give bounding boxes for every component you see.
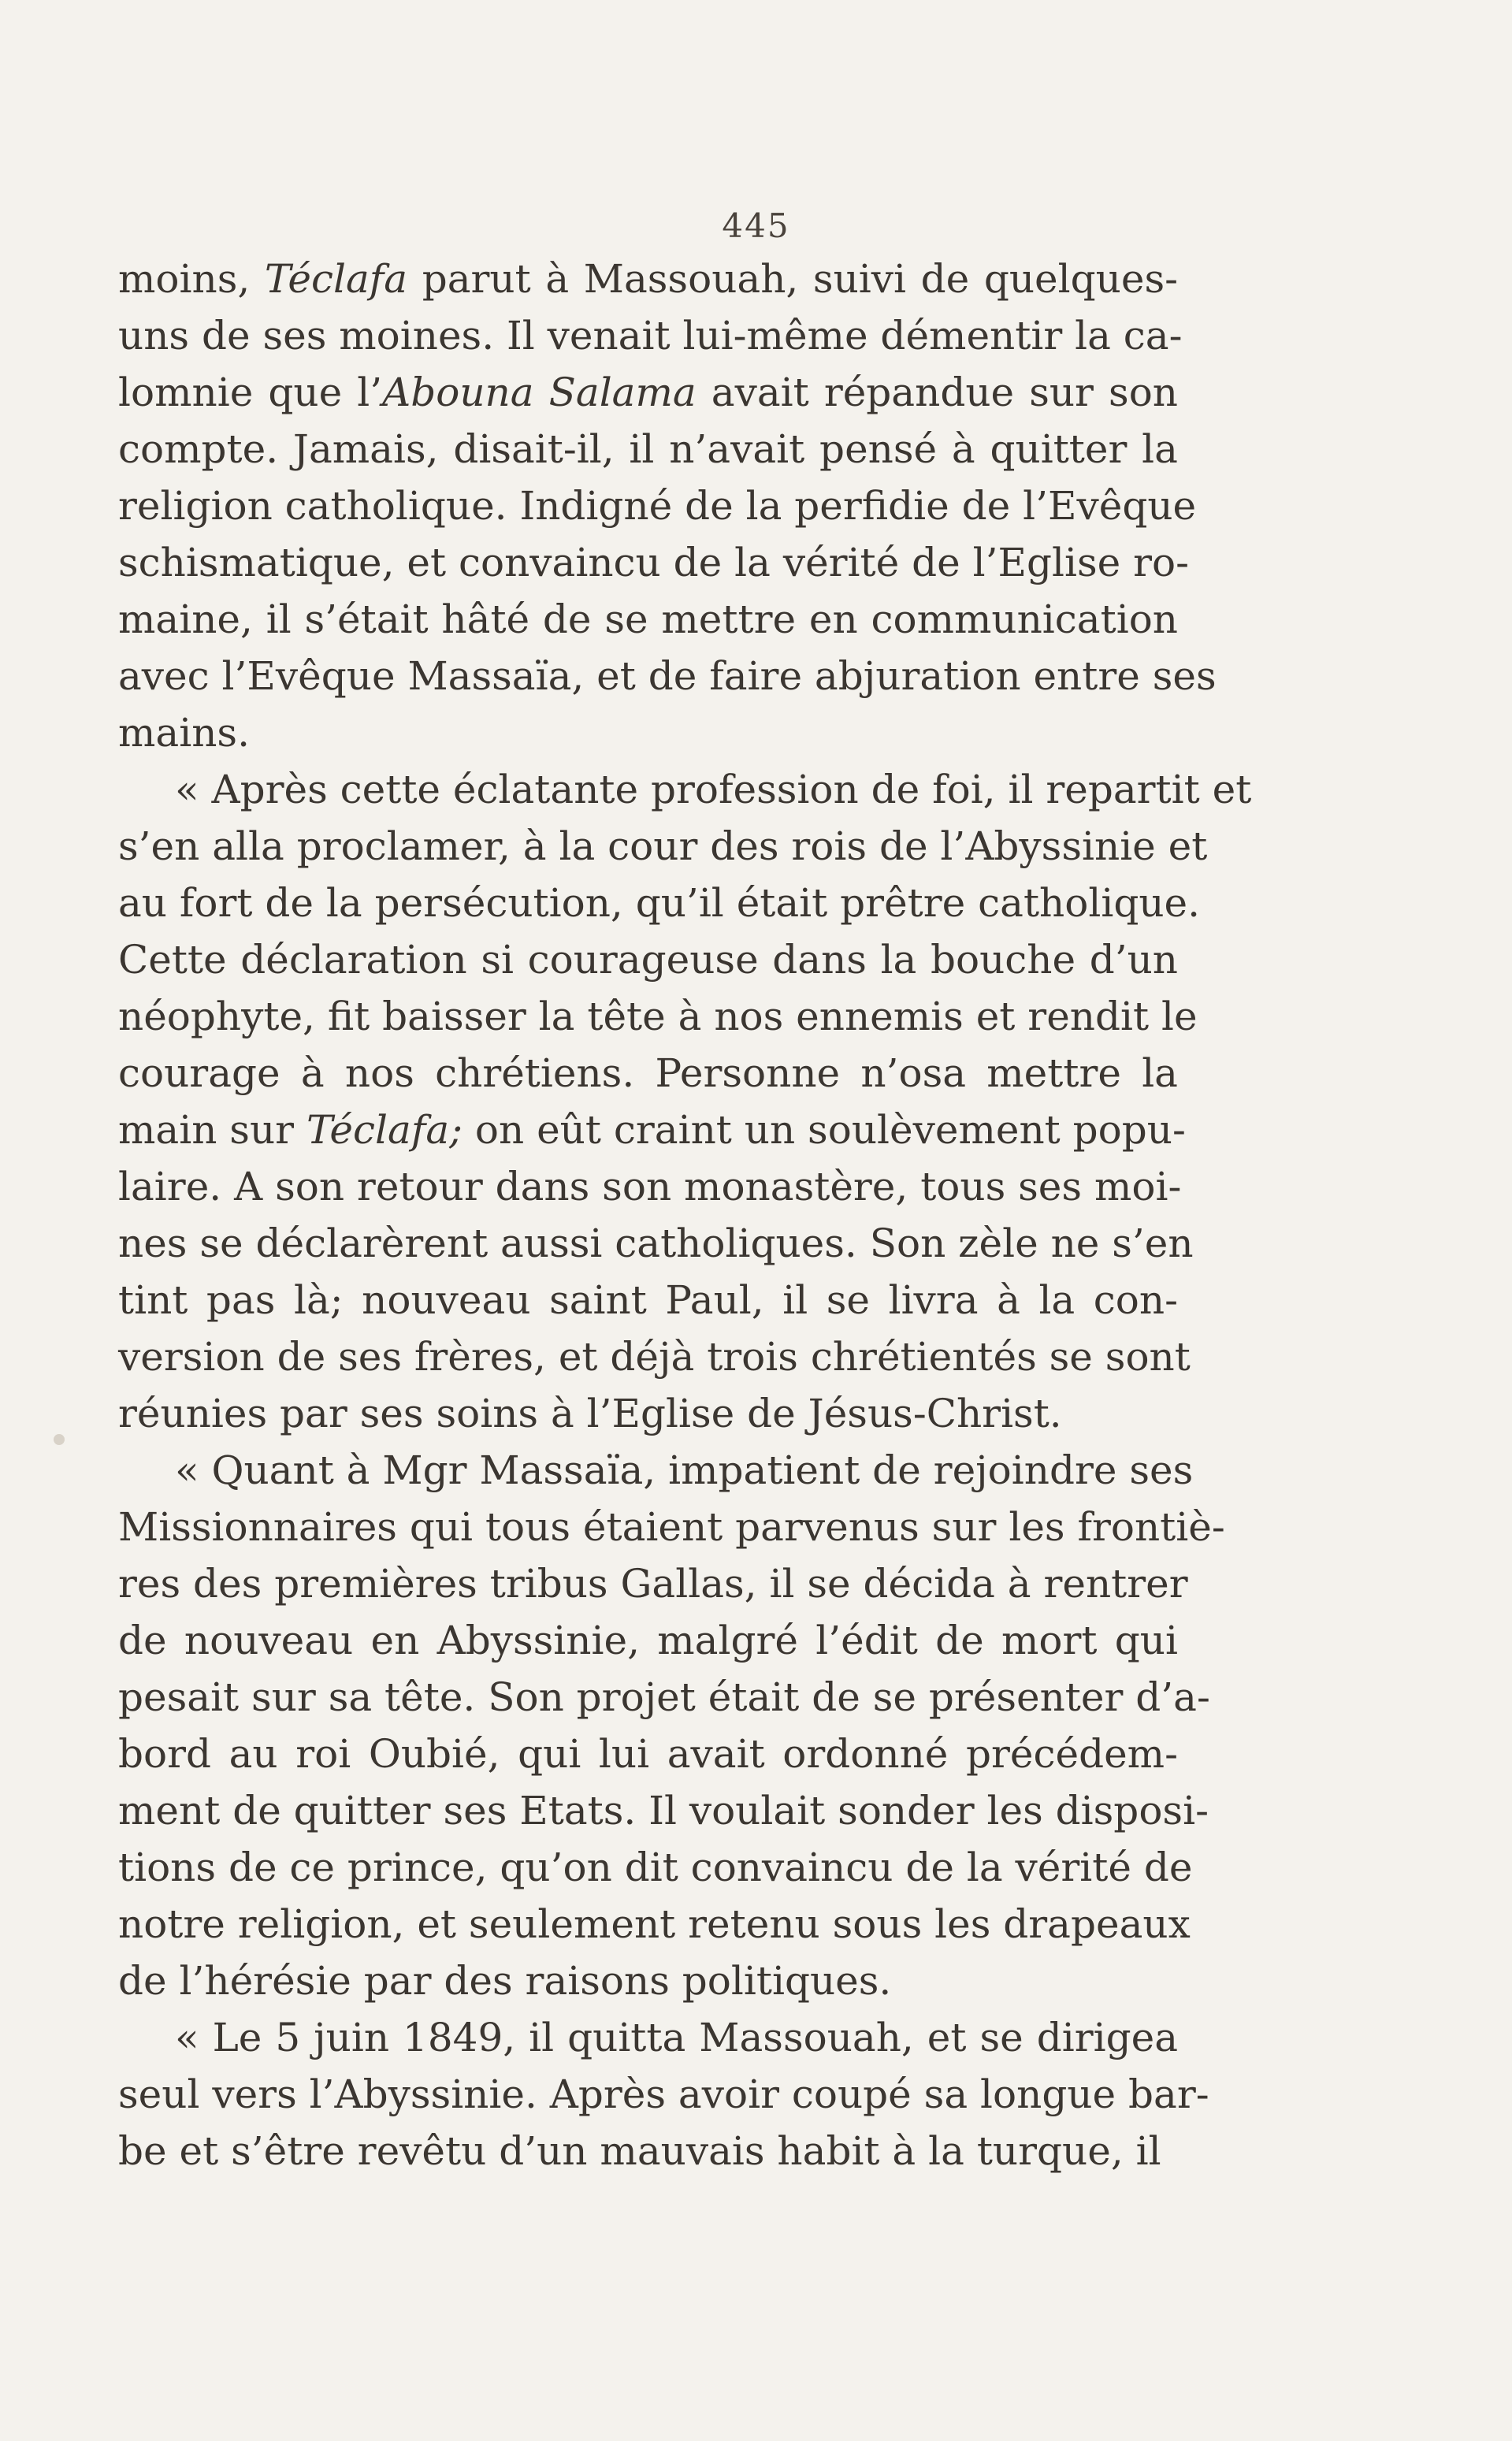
text-run: avec l’Evêque Massaïa, et de faire abjuration entre ses <box>118 653 1217 699</box>
text-run: notre religion, et seulement retenu sous les drapeaux <box>118 1901 1191 1947</box>
text-run: « Quant à Mgr Massaïa, impatient de rejoindre ses <box>175 1447 1194 1493</box>
text-line <box>118 1782 1209 1839</box>
text-line <box>118 1726 1178 1782</box>
text-run: res des premières tribus Gallas, il se décida à rentrer <box>118 1561 1188 1607</box>
text-line <box>118 1499 1225 1555</box>
text-run: seul vers l’Abyssinie. Après avoir coupé sa longue bar- <box>118 2071 1209 2117</box>
text-line <box>118 1839 1193 1896</box>
text-run: « Après cette éclatante profession de foi, il repartit et <box>175 767 1252 812</box>
text-run: au fort de la persécution, qu’il était prêtre catholique. <box>118 880 1201 926</box>
text-run: courage à nos chrétiens. Personne n’osa mettre la <box>118 1050 1178 1096</box>
text-run: nes se déclarèrent aussi catholiques. Son zèle ne s’en <box>118 1220 1194 1266</box>
text-run: maine, il s’était hâté de se mettre en communication <box>118 596 1178 642</box>
text-run: bord au roi Oubié, qui lui avait ordonné précédem- <box>118 1731 1178 1777</box>
text-line <box>118 307 1183 364</box>
text-run: parut à Massouah, suivi de quelques- <box>407 256 1178 302</box>
text-run: avait répandue sur son <box>696 370 1178 415</box>
text-line <box>118 1669 1210 1726</box>
text-run: de nouveau en Abyssinie, malgré l’édit de mort qui <box>118 1618 1178 1663</box>
text-line <box>118 1385 1178 1442</box>
text-run: on eût craint un soulèvement popu- <box>463 1107 1186 1153</box>
text-run: be et s’être revêtu d’un mauvais habit à la turque, il <box>118 2128 1161 2174</box>
text-line <box>118 1612 1178 1669</box>
text-run: tions de ce prince, qu’on dit convaincu de la vérité de <box>118 1845 1193 1890</box>
body-text <box>118 251 1252 2179</box>
text-line <box>118 704 1178 761</box>
text-run: uns de ses moines. Il venait lui-même démentir la ca- <box>118 313 1183 359</box>
italic-text: Téclafa <box>264 256 408 302</box>
text-line <box>118 364 1178 421</box>
text-run: tint pas là; nouveau saint Paul, il se livra à la con- <box>118 1277 1178 1323</box>
page-number: 445 <box>722 206 790 245</box>
italic-text: Téclafa; <box>306 1107 463 1153</box>
paper-speck <box>54 1434 65 1445</box>
text-run: « Le 5 juin 1849, il quitta Massouah, et se dirigea <box>175 2015 1178 2060</box>
text-run: pesait sur sa tête. Son projet était de se présenter d’a- <box>118 1674 1210 1720</box>
text-run: main sur <box>118 1107 306 1153</box>
text-line <box>118 2009 1178 2066</box>
text-line <box>118 648 1217 704</box>
text-run: laire. A son retour dans son monastère, tous ses moi- <box>118 1164 1182 1209</box>
text-line <box>118 1442 1194 1499</box>
text-run: néophyte, fit baisser la tête à nos ennemis et rendit le <box>118 994 1198 1039</box>
text-line <box>118 1158 1182 1215</box>
text-run: schismatique, et convaincu de la vérité de l’Eglise ro- <box>118 540 1190 585</box>
text-line <box>118 1952 1178 2009</box>
text-line <box>118 421 1178 477</box>
text-line <box>118 1896 1191 1952</box>
text-line <box>118 2123 1178 2179</box>
text-run: version de ses frères, et déjà trois chrétientés se sont <box>118 1334 1191 1380</box>
text-run: réunies par ses soins à l’Eglise de Jésus-Christ. <box>118 1391 1062 1436</box>
text-line <box>118 1328 1191 1385</box>
text-line <box>118 761 1252 818</box>
text-run: lomnie que l’ <box>118 370 383 415</box>
text-line <box>118 1272 1178 1328</box>
text-run: compte. Jamais, disait-il, il n’avait pensé à quitter la <box>118 426 1178 472</box>
text-run: de l’hérésie par des raisons politiques. <box>118 1958 892 2004</box>
text-line <box>118 1215 1194 1272</box>
text-run: ment de quitter ses Etats. Il voulait sonder les disposi- <box>118 1788 1209 1834</box>
italic-text: Abouna Salama <box>382 370 697 415</box>
text-line <box>118 931 1178 988</box>
text-line <box>118 1102 1186 1158</box>
text-run: mains. <box>118 710 250 756</box>
text-run: Cette déclaration si courageuse dans la bouche d’un <box>118 937 1178 983</box>
text-run: moins, <box>118 256 265 302</box>
text-line <box>118 477 1197 534</box>
text-line <box>118 1555 1188 1612</box>
text-line <box>118 251 1178 307</box>
text-line <box>118 534 1190 591</box>
text-line <box>118 988 1198 1045</box>
text-run: s’en alla proclamer, à la cour des rois de l’Abyssinie et <box>118 823 1208 869</box>
text-run: religion catholique. Indigné de la perfidie de l’Evêque <box>118 483 1197 529</box>
text-run: Missionnaires qui tous étaient parvenus sur les frontiè- <box>118 1504 1225 1550</box>
text-line <box>118 818 1208 875</box>
text-line <box>118 2066 1209 2123</box>
text-line <box>118 1045 1178 1102</box>
text-line <box>118 875 1201 931</box>
text-line <box>118 591 1178 648</box>
